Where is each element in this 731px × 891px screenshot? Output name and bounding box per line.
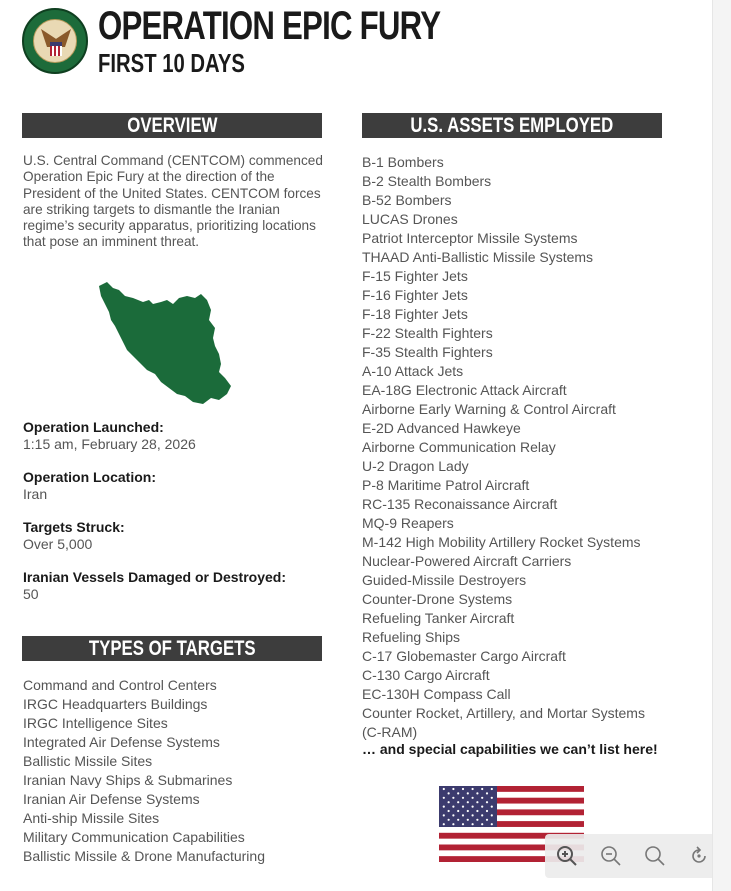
viewer-toolbar — [545, 834, 731, 878]
list-item: F-16 Fighter Jets — [362, 287, 468, 303]
page-title: OPERATION EPIC FURY — [98, 4, 441, 48]
list-item: IRGC Intelligence Sites — [23, 715, 168, 731]
list-item: M-142 High Mobility Artillery Rocket Systems — [362, 534, 641, 550]
list-item: A-10 Attack Jets — [362, 363, 464, 379]
list-item: Iranian Navy Ships & Submarines — [23, 772, 233, 788]
list-item: F-15 Fighter Jets — [362, 268, 468, 284]
list-item: E-2D Advanced Hawkeye — [362, 420, 521, 436]
list-item: Integrated Air Defense Systems — [23, 734, 220, 750]
list-item: F-18 Fighter Jets — [362, 306, 468, 322]
list-item: Military Communication Capabilities — [23, 829, 245, 845]
vertical-scrollbar[interactable] — [712, 0, 731, 891]
list-item: U-2 Dragon Lady — [362, 458, 469, 474]
list-item: MQ-9 Reapers — [362, 515, 454, 531]
list-item: Airborne Early Warning & Control Aircraft — [362, 401, 616, 417]
zoom-out-icon[interactable] — [599, 844, 623, 868]
list-item: Anti-ship Missile Sites — [23, 810, 160, 826]
list-item: P-8 Maritime Patrol Aircraft — [362, 477, 530, 493]
assets-heading: U.S. ASSETS EMPLOYED — [362, 113, 662, 138]
list-item: F-35 Stealth Fighters — [362, 344, 493, 360]
fact-operation-launched: Operation Launched: 1:15 am, February 28, 2026 — [23, 419, 196, 452]
list-item: B-52 Bombers — [362, 192, 452, 208]
list-item: THAAD Anti-Ballistic Missile Systems — [362, 249, 594, 265]
list-item: RC-135 Reconaissance Aircraft — [362, 496, 558, 512]
targets-heading: TYPES OF TARGETS — [22, 636, 322, 661]
list-item: EC-130H Compass Call — [362, 686, 511, 702]
fact-targets-struck: Targets Struck: Over 5,000 — [23, 519, 125, 552]
list-item: Command and Control Centers — [23, 677, 217, 693]
list-item: B-2 Stealth Bombers — [362, 173, 492, 189]
list-item: LUCAS Drones — [362, 211, 458, 227]
list-item: Airborne Communication Relay — [362, 439, 556, 455]
fact-vessels-damaged: Iranian Vessels Damaged or Destroyed: 50 — [23, 569, 286, 602]
list-item: Patriot Interceptor Missile Systems — [362, 230, 578, 246]
special-capabilities-note: … and special capabilities we can’t list here! — [362, 741, 658, 757]
list-item: Nuclear-Powered Aircraft Carriers — [362, 553, 572, 569]
list-item: Counter-Drone Systems — [362, 591, 513, 607]
list-item: B-1 Bombers — [362, 154, 444, 170]
list-item: Ballistic Missile & Drone Manufacturing — [23, 848, 265, 864]
overview-text: U.S. Central Command (CENTCOM) commenced Operation Epic Fury at the direction of the President of the United States. CENTCOM forces are striking targets to dismantle the Iranian regime’s security apparatus, prioritizing locations that pose an imminent threat. — [23, 153, 323, 250]
assets-list — [362, 153, 662, 742]
list-item: Counter Rocket, Artillery, and Mortar Systems (C-RAM) — [362, 705, 645, 740]
page-subtitle: FIRST 10 DAYS — [98, 48, 245, 78]
rotate-icon[interactable] — [687, 844, 711, 868]
list-item: Ballistic Missile Sites — [23, 753, 153, 769]
targets-list — [23, 676, 265, 866]
list-item: Iranian Air Defense Systems — [23, 791, 200, 807]
iran-map-icon — [95, 282, 235, 407]
list-item: Refueling Ships — [362, 629, 461, 645]
overview-heading: OVERVIEW — [22, 113, 322, 138]
list-item: Refueling Tanker Aircraft — [362, 610, 515, 626]
zoom-in-icon[interactable] — [555, 844, 579, 868]
list-item: IRGC Headquarters Buildings — [23, 696, 208, 712]
list-item: F-22 Stealth Fighters — [362, 325, 493, 341]
list-item: EA-18G Electronic Attack Aircraft — [362, 382, 567, 398]
search-icon[interactable] — [643, 844, 667, 868]
list-item: C-130 Cargo Aircraft — [362, 667, 490, 683]
centcom-seal-icon — [22, 8, 88, 74]
list-item: C-17 Globemaster Cargo Aircraft — [362, 648, 566, 664]
list-item: Guided-Missile Destroyers — [362, 572, 527, 588]
fact-operation-location: Operation Location: Iran — [23, 469, 156, 502]
